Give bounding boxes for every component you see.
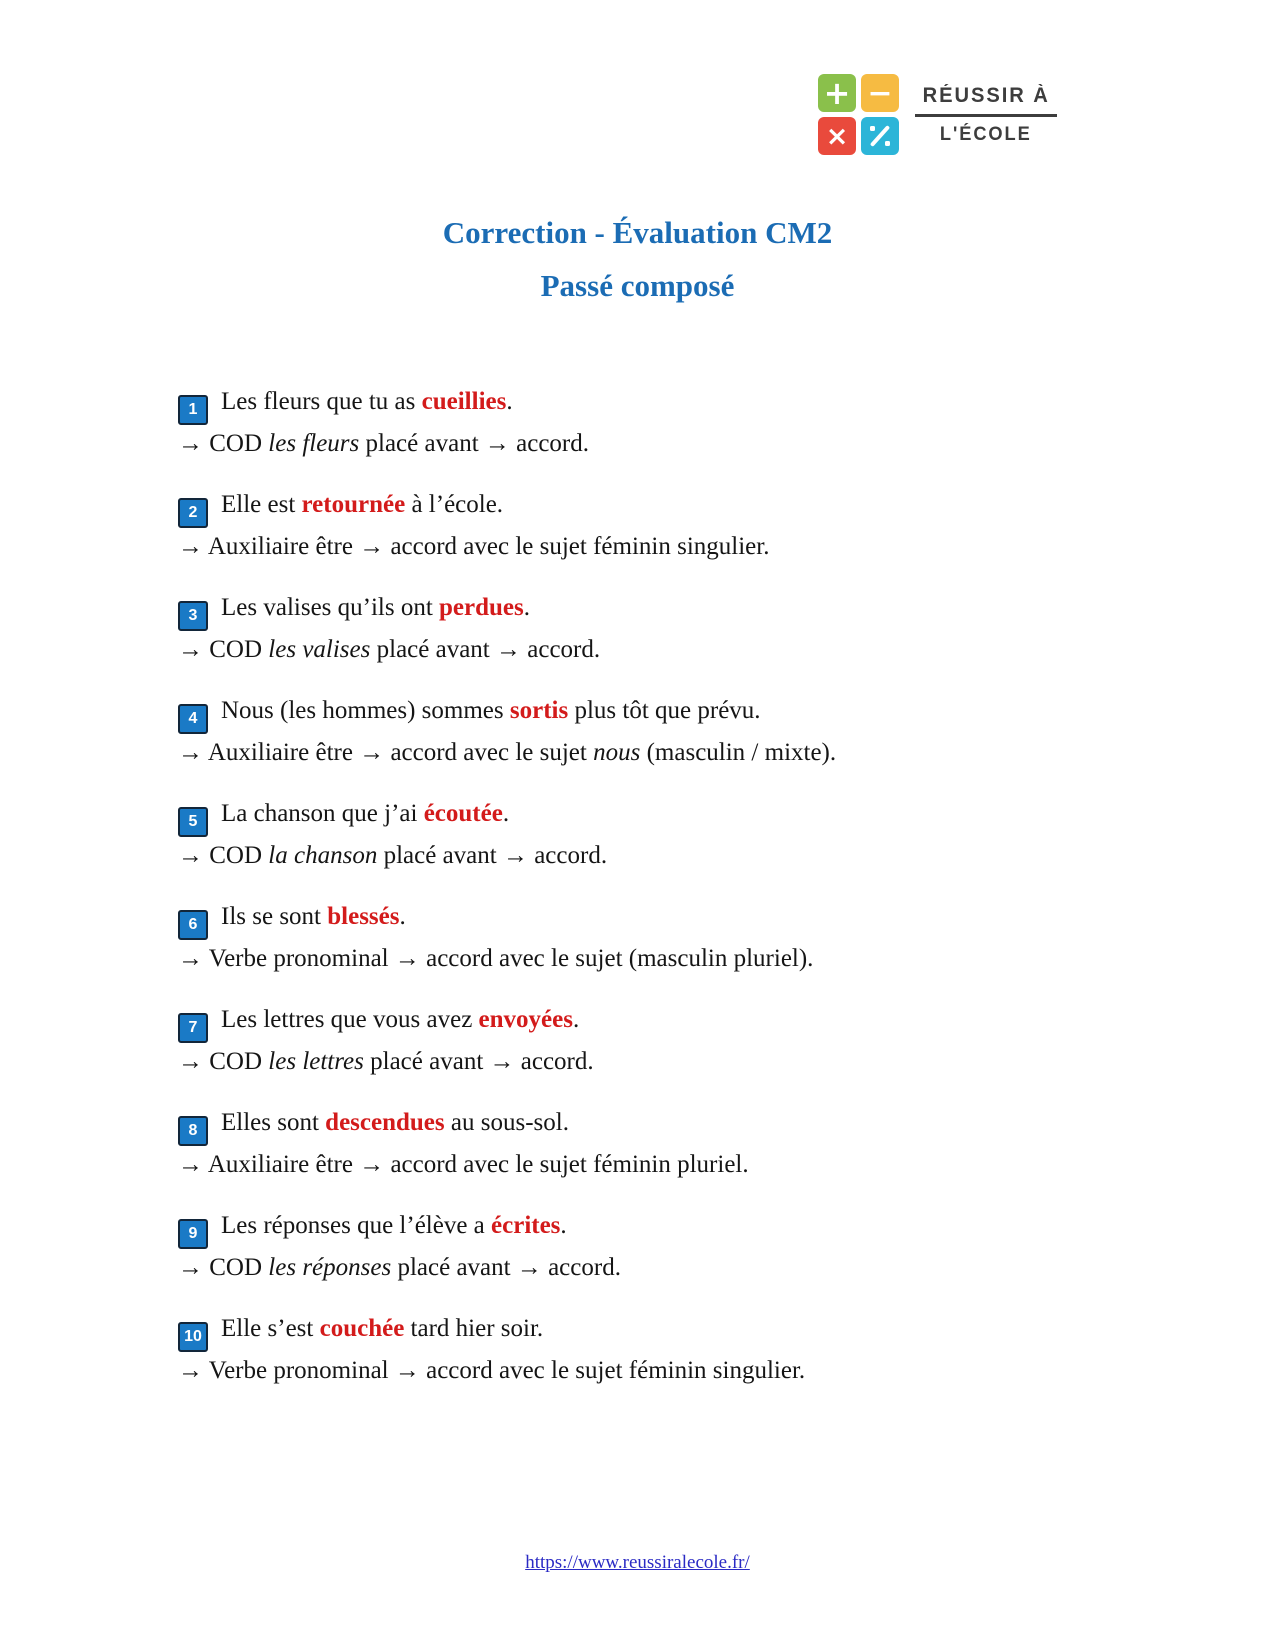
- explanation-line: → Auxiliaire être → accord avec le sujet féminin pluriel.: [178, 1151, 749, 1178]
- corrected-word: écoutée: [423, 800, 503, 827]
- explanation-line: → Verbe pronominal → accord avec le sujet féminin singulier.: [178, 1357, 806, 1384]
- item-number-badge: 2: [178, 498, 208, 528]
- sentence-text: Les fleurs que tu as cueillies.: [221, 388, 513, 415]
- explanation-line: → COD les lettres placé avant → accord.: [178, 1048, 594, 1075]
- sentence-text: Elles sont descendues au sous-sol.: [221, 1109, 569, 1136]
- sentence-text: Les valises qu’ils ont perdues.: [221, 594, 531, 621]
- sentence-line: [178, 795, 1078, 837]
- correction-item-2: [178, 486, 1078, 566]
- corrected-word: retournée: [301, 491, 406, 518]
- correction-item-4: [178, 692, 1078, 772]
- correction-list: [178, 383, 1078, 1413]
- corrected-word: envoyées: [478, 1006, 573, 1033]
- correction-item-1: [178, 383, 1078, 463]
- cod-italic: la chanson: [268, 842, 378, 869]
- corrected-word: couchée: [319, 1315, 405, 1342]
- cod-italic: les valises: [268, 636, 371, 663]
- correction-item-9: [178, 1207, 1078, 1287]
- sentence-text: Nous (les hommes) sommes sortis plus tôt que prévu.: [221, 697, 761, 724]
- item-number-badge: 10: [178, 1322, 208, 1352]
- divide-dot: [870, 126, 875, 131]
- correction-item-3: [178, 589, 1078, 669]
- item-number-badge: 9: [178, 1219, 208, 1249]
- correction-item-10: [178, 1310, 1078, 1390]
- page-title: [0, 206, 1275, 312]
- sentence-text: Elle s’est couchée tard hier soir.: [221, 1315, 544, 1342]
- corrected-word: perdues: [439, 594, 524, 621]
- sentence-text: Ils se sont blessés.: [221, 903, 406, 930]
- sentence-line: [178, 1207, 1078, 1249]
- item-number-badge: 8: [178, 1116, 208, 1146]
- sentence-line: [178, 589, 1078, 631]
- item-number-badge: 7: [178, 1013, 208, 1043]
- explanation-line: → COD la chanson placé avant → accord.: [178, 842, 608, 869]
- math-tiles: [818, 74, 899, 155]
- explanation-line: → COD les réponses placé avant → accord.: [178, 1254, 621, 1281]
- cod-italic: les lettres: [268, 1048, 364, 1075]
- corrected-word: cueillies: [421, 388, 507, 415]
- sentence-text: Les lettres que vous avez envoyées.: [221, 1006, 580, 1033]
- correction-item-8: [178, 1104, 1078, 1184]
- corrected-word: blessés: [327, 903, 400, 930]
- cod-italic: les réponses: [268, 1254, 392, 1281]
- sentence-line: [178, 692, 1078, 734]
- brand-text: [915, 84, 1057, 146]
- sentence-line: [178, 1310, 1078, 1352]
- item-number-badge: 3: [178, 601, 208, 631]
- sentence-line: [178, 898, 1078, 940]
- sentence-text: La chanson que j’ai écoutée.: [221, 800, 510, 827]
- corrected-word: descendues: [325, 1109, 445, 1136]
- brand-logo: [818, 74, 1057, 155]
- brand-line-bottom: L'ÉCOLE: [940, 123, 1032, 145]
- explanation-line: → Auxiliaire être → accord avec le sujet nous (masculin / mixte).: [178, 739, 837, 766]
- sentence-text: Les réponses que l’élève a écrites.: [221, 1212, 567, 1239]
- item-number-badge: 1: [178, 395, 208, 425]
- footer: [0, 1552, 1275, 1574]
- explanation-line: → COD les valises placé avant → accord.: [178, 636, 601, 663]
- explanation-line: → Verbe pronominal → accord avec le sujet (masculin pluriel).: [178, 945, 814, 972]
- explanation-line: → COD les fleurs placé avant → accord.: [178, 430, 590, 457]
- divide-dot: [885, 141, 890, 146]
- correction-item-7: [178, 1001, 1078, 1081]
- explanation-line: → Auxiliaire être → accord avec le sujet féminin singulier.: [178, 533, 770, 560]
- minus-icon: −: [861, 74, 899, 112]
- brand-divider-line: [915, 114, 1057, 117]
- divide-icon: [861, 117, 899, 155]
- item-number-badge: 5: [178, 807, 208, 837]
- title-line-2: Passé composé: [540, 268, 735, 303]
- item-number-badge: 6: [178, 910, 208, 940]
- times-icon: ×: [818, 117, 856, 155]
- correction-item-5: [178, 795, 1078, 875]
- sentence-line: [178, 486, 1078, 528]
- cod-italic: les fleurs: [268, 430, 360, 457]
- brand-line-top: RÉUSSIR À: [922, 83, 1050, 107]
- sentence-line: [178, 1104, 1078, 1146]
- correction-item-6: [178, 898, 1078, 978]
- sentence-text: Elle est retournée à l’école.: [221, 491, 504, 518]
- website-link[interactable]: https://www.reussiralecole.fr/: [525, 1552, 750, 1573]
- sentence-line: [178, 383, 1078, 425]
- sentence-line: [178, 1001, 1078, 1043]
- title-line-1: Correction - Évaluation CM2: [442, 215, 833, 250]
- corrected-word: écrites: [491, 1212, 561, 1239]
- plus-icon: +: [818, 74, 856, 112]
- cod-italic: nous: [593, 739, 641, 766]
- item-number-badge: 4: [178, 704, 208, 734]
- corrected-word: sortis: [509, 697, 569, 724]
